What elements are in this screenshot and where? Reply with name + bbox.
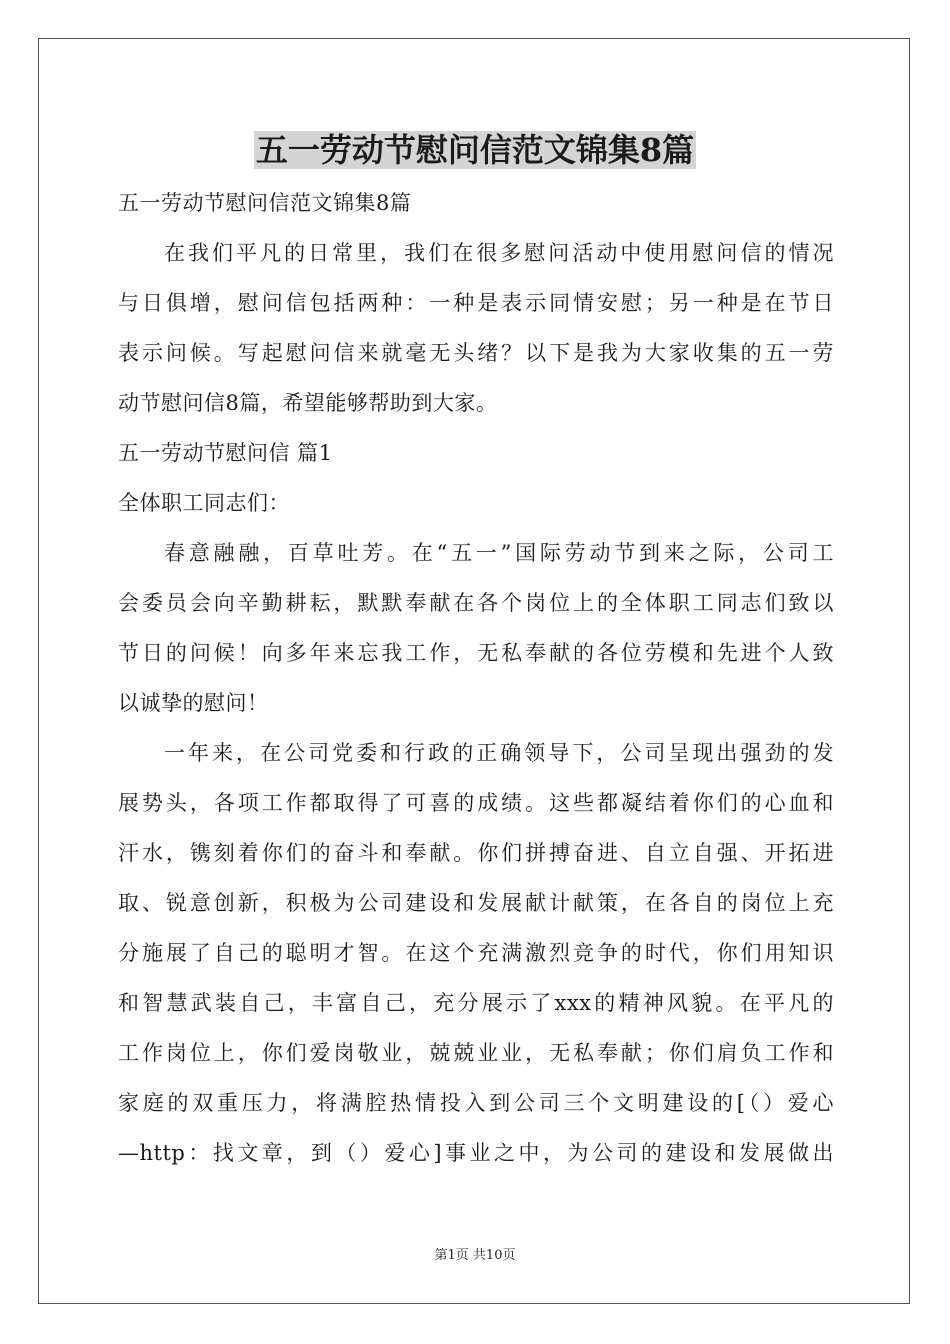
para2-line-9: —http：找文章，到（）爱心]事业之中，为公司的建设和发展做出 [118,1141,834,1165]
intro-line-4: 动节慰问信8篇，希望能够帮助到大家。 [118,391,498,415]
intro-line-1: 在我们平凡的日常里，我们在很多慰问活动中使用慰问信的情况 [164,241,834,265]
para1-line-1: 春意融融，百草吐芳。在“五一”国际劳动节到来之际，公司工 [164,541,834,565]
para1-line-3: 节日的问候！向多年来忘我工作，无私奉献的各位劳模和先进个人致 [118,641,834,665]
subtitle-line: 五一劳动节慰问信范文锦集8篇 [118,191,412,215]
intro-line-2: 与日俱增，慰问信包括两种：一种是表示同情安慰；另一种是在节日 [118,291,834,315]
page-number: 第1页 共10页 [434,1248,516,1263]
section-heading: 五一劳动节慰问信 篇1 [118,441,333,465]
para2-line-4: 取、锐意创新，积极为公司建设和发展献计献策，在各自的岗位上充 [118,891,834,915]
para2-line-7: 工作岗位上，你们爱岗敬业，兢兢业业，无私奉献；你们肩负工作和 [118,1041,834,1065]
para2-line-5: 分施展了自己的聪明才智。在这个充满激烈竞争的时代，你们用知识 [118,941,834,965]
salutation: 全体职工同志们： [118,491,290,515]
para2-line-1: 一年来，在公司党委和行政的正确领导下，公司呈现出强劲的发 [164,741,834,765]
document-body [118,178,834,1178]
title-text: 五一劳动节慰问信范文锦集8篇 [255,131,695,169]
para1-line-4: 以诚挚的慰问！ [118,691,269,715]
para1-line-2: 会委员会向辛勤耕耘，默默奉献在各个岗位上的全体职工同志们致以 [118,591,834,615]
para2-line-6: 和智慧武装自己，丰富自己，充分展示了xxx的精神风貌。在平凡的 [118,991,834,1015]
document-title [0,128,950,172]
page-footer [0,1247,950,1265]
intro-line-3: 表示问候。写起慰问信来就毫无头绪？以下是我为大家收集的五一劳 [118,341,834,365]
para2-line-2: 展势头，各项工作都取得了可喜的成绩。这些都凝结着你们的心血和 [118,791,834,815]
para2-line-8: 家庭的双重压力，将满腔热情投入到公司三个文明建设的[（）爱心 [118,1091,834,1115]
para2-line-3: 汗水，镌刻着你们的奋斗和奉献。你们拼搏奋进、自立自强、开拓进 [118,841,834,865]
